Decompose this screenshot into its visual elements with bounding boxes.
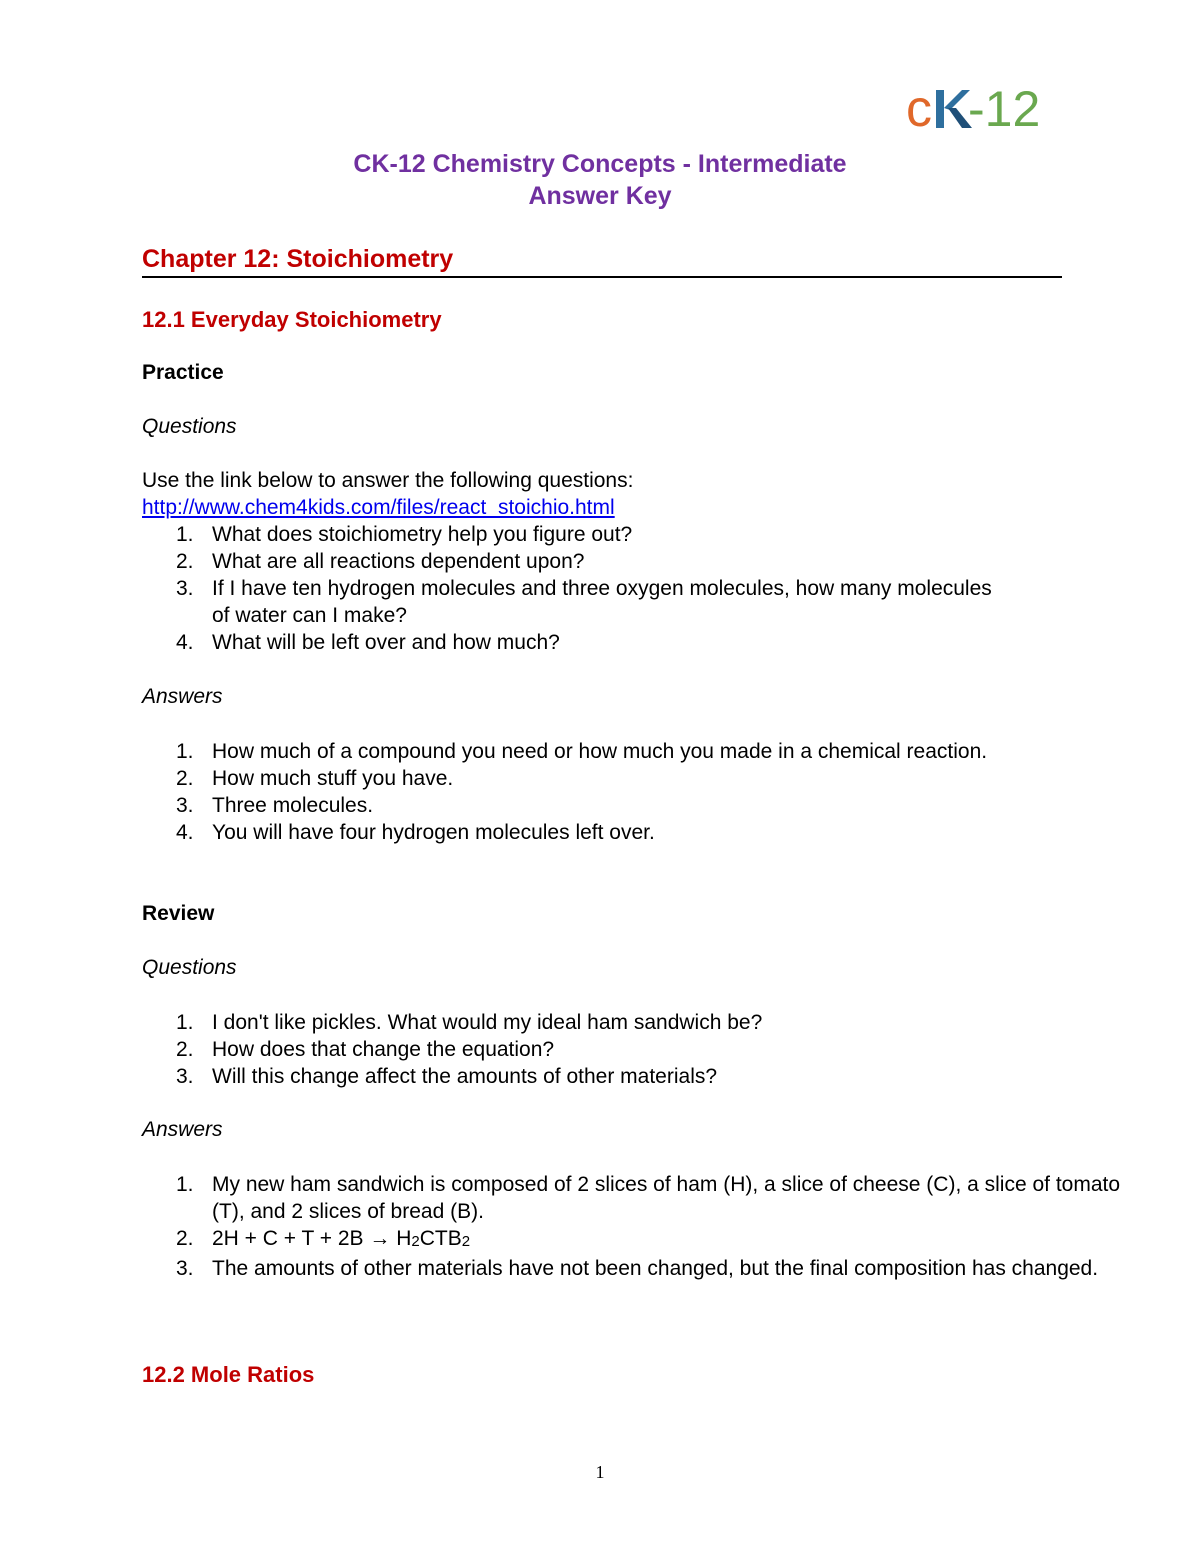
item-text: Three molecules. [212,794,374,817]
practice-question-list [142,521,1072,656]
ck12-logo-mark [906,78,1046,138]
item-number: 1. [176,740,194,763]
item-text: How does that change the equation? [212,1038,555,1061]
item-number: 2. [176,1227,194,1250]
item-text: How much stuff you have. [212,767,454,790]
practice-questions-label: Questions [142,415,237,438]
practice-answer-list [142,738,1072,846]
list-item [142,792,1072,819]
item-text: If I have ten hydrogen molecules and three oxygen molecules, how many molecules of water can I make? [212,577,992,627]
chem4kids-link[interactable]: http://www.chem4kids.com/files/react_stoichio.html [142,496,615,519]
equation-product: CTB [419,1227,462,1250]
list-item [142,629,1072,656]
review-answers-label: Answers [142,1118,223,1141]
ck12-logo [906,78,1046,138]
logo-k-stem [936,90,944,128]
review-heading: Review [142,902,215,925]
page-number: 1 [595,1462,605,1482]
item-text: You will have four hydrogen molecules left over. [212,821,655,844]
item-text: My new ham sandwich is composed of 2 slices of ham (H), a slice of cheese (C), a slice of tomato (T), and 2 slices of bread (B). [212,1173,1121,1223]
document-subtitle: Answer Key [528,182,672,210]
item-number: 3. [176,577,194,600]
logo-12: -12 [968,81,1041,137]
item-number: 3. [176,1065,194,1088]
item-text: I don't like pickles. What would my ideal ham sandwich be? [212,1011,763,1034]
section-heading-12-1: 12.1 Everyday Stoichiometry [142,307,442,332]
review-answer-list [142,1171,1121,1282]
item-text: What will be left over and how much? [212,631,560,654]
item-number: 3. [176,1257,194,1280]
review-questions-label: Questions [142,956,237,979]
item-number: 4. [176,821,194,844]
list-item [142,1009,1072,1036]
practice-answers-label: Answers [142,685,223,708]
item-number: 1. [176,523,194,546]
list-item [142,1063,1072,1090]
item-text: The amounts of other materials have not been changed, but the final composition has changed. [212,1257,1099,1280]
list-item [142,521,1072,548]
chapter-divider [142,276,1062,278]
item-text: What does stoichiometry help you figure out? [212,523,633,546]
item-text: How much of a compound you need or how much you made in a chemical reaction. [212,740,988,763]
equation-subscript: 2 [461,1233,471,1250]
item-number: 4. [176,631,194,654]
equation-reactants: 2H + C + T + 2B → H [212,1227,412,1250]
logo-c: c [906,80,932,138]
list-item [142,1225,1072,1255]
list-item [142,1171,1132,1225]
logo-k-arm [944,90,970,110]
equation-subscript: 2 [411,1233,420,1250]
item-number: 2. [176,550,194,573]
list-item [142,548,1072,575]
list-item [142,1036,1072,1063]
list-item [142,575,992,629]
item-number: 1. [176,1173,194,1196]
practice-heading: Practice [142,361,224,384]
chapter-heading: Chapter 12: Stoichiometry [142,245,454,273]
item-text: What are all reactions dependent upon? [212,550,585,573]
item-number: 2. [176,767,194,790]
item-number: 2. [176,1038,194,1061]
review-question-list [142,1009,1072,1090]
item-text: Will this change affect the amounts of other materials? [212,1065,718,1088]
document-title: CK-12 Chemistry Concepts - Intermediate [353,150,847,178]
section-heading-12-2: 12.2 Mole Ratios [142,1362,315,1387]
list-item [142,819,1072,846]
list-item [142,765,1072,792]
item-number: 1. [176,1011,194,1034]
item-number: 3. [176,794,194,817]
list-item [142,1255,1132,1282]
chemical-equation [212,1227,470,1250]
list-item [142,738,1002,765]
practice-intro: Use the link below to answer the following questions: [142,469,634,492]
